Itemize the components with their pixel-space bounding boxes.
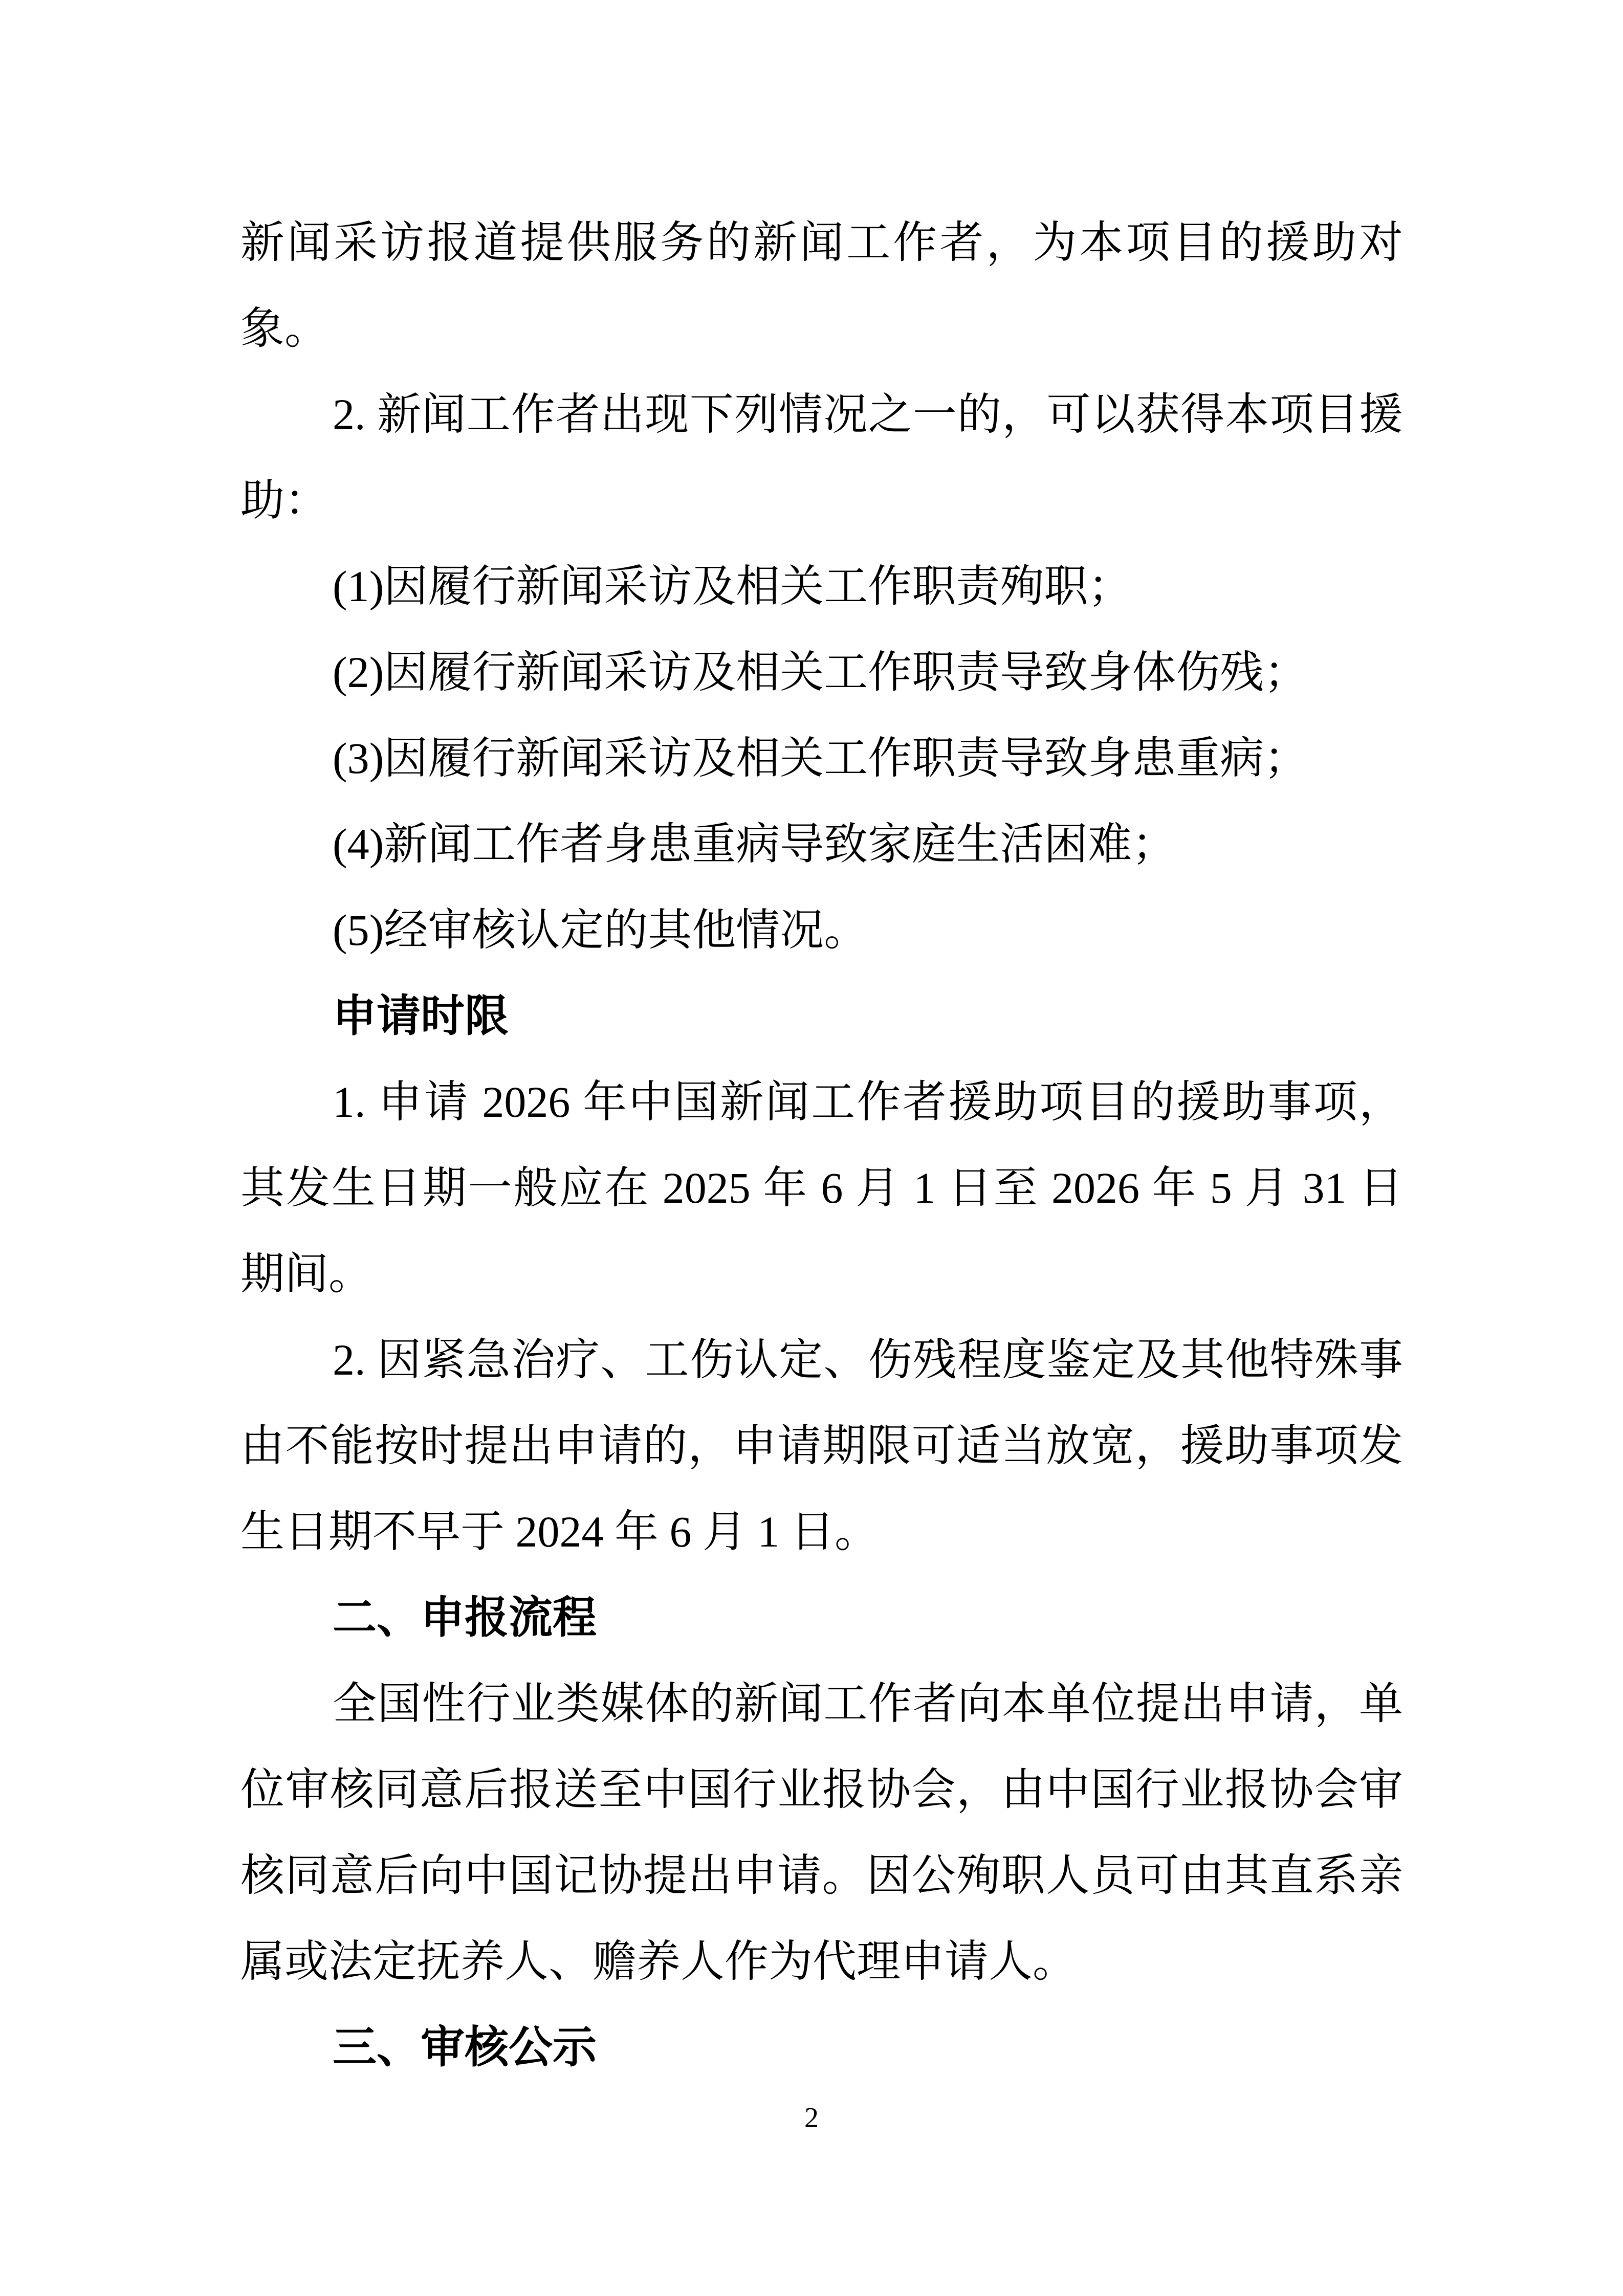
page-number: 2: [804, 2102, 819, 2134]
list-item-line: (1)因履行新闻采访及相关工作职责殉职；: [333, 562, 1132, 611]
document-line: 全国性行业类媒体的新闻工作者向本单位提出申请，单: [333, 1679, 1403, 1728]
list-item-line: (5)经审核认定的其他情况。: [333, 906, 868, 955]
document-line: 生日期不早于 2024 年 6 月 1 日。: [240, 1507, 879, 1556]
document-body-text: [240, 200, 1403, 2090]
document-line: 1. 申请 2026 年中国新闻工作者援助项目的援助事项，: [333, 1077, 1403, 1127]
document-line: 新闻采访报道提供服务的新闻工作者，为本项目的援助对: [240, 218, 1403, 267]
document-line: 助：: [240, 476, 328, 525]
document-line: 由不能按时提出申请的，申请期限可适当放宽，援助事项发: [240, 1421, 1403, 1470]
document-line: 核同意后向中国记协提出申请。因公殉职人员可由其直系亲: [240, 1851, 1403, 1900]
document-line: 期间。: [240, 1249, 372, 1298]
document-line: 象。: [240, 304, 328, 353]
document-line: 位审核同意后报送至中国行业报协会，由中国行业报协会审: [240, 1765, 1403, 1814]
section-heading: 申请时限: [333, 991, 509, 1041]
section-heading: 三、审核公示: [333, 2023, 597, 2072]
list-item-line: (3)因履行新闻采访及相关工作职责导致身患重病；: [333, 734, 1308, 783]
section-heading: 二、申报流程: [333, 1593, 597, 1642]
document-line: 2. 因紧急治疗、工伤认定、伤残程度鉴定及其他特殊事: [333, 1335, 1403, 1384]
document-line: 2. 新闻工作者出现下列情况之一的，可以获得本项目援: [333, 390, 1403, 439]
list-item-line: (2)因履行新闻采访及相关工作职责导致身体伤残；: [333, 648, 1308, 697]
document-line: 属或法定抚养人、赡养人作为代理申请人。: [240, 1937, 1077, 1986]
list-item-line: (4)新闻工作者身患重病导致家庭生活困难；: [333, 820, 1176, 869]
document-line: 其发生日期一般应在 2025 年 6 月 1 日至 2026 年 5 月 31 日: [240, 1163, 1403, 1212]
